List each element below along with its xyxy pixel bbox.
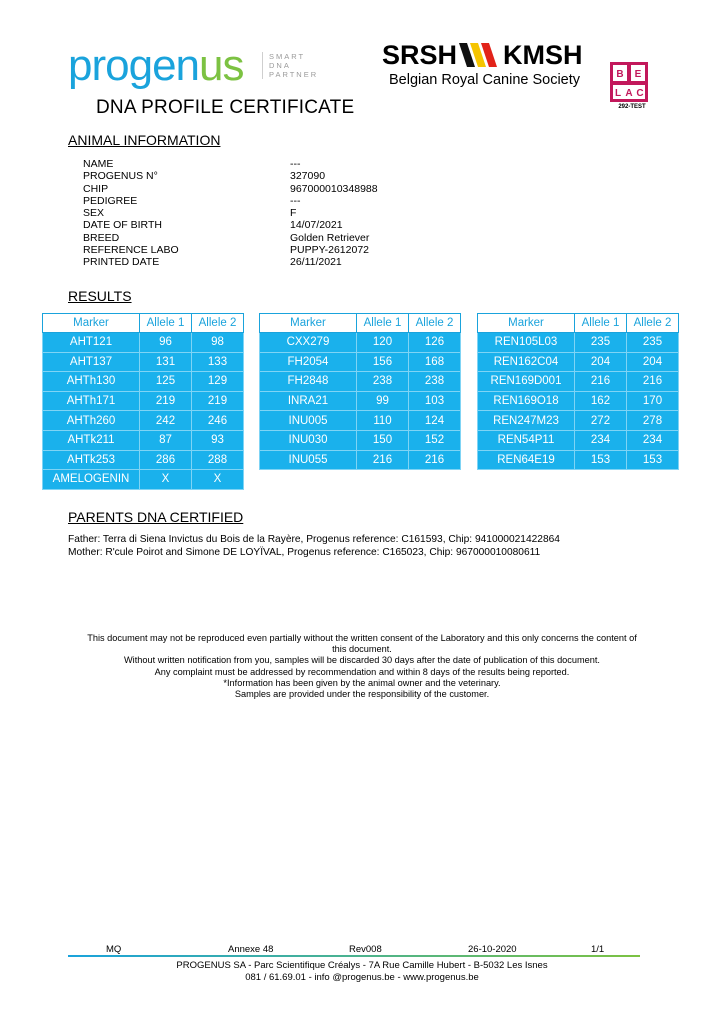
results-table-2 <box>259 313 461 470</box>
allele-2-cell: 219 <box>192 391 244 411</box>
tagline-line: PARTNER <box>269 70 319 79</box>
info-label: CHIP <box>83 182 109 195</box>
allele-2-cell: 170 <box>627 391 679 411</box>
srsh-kmsh-logo <box>382 40 583 74</box>
allele-1-cell: 162 <box>575 391 627 411</box>
marker-cell: REN169D001 <box>478 372 575 392</box>
animal-info-heading: ANIMAL INFORMATION <box>68 132 221 148</box>
allele-2-cell: 153 <box>627 450 679 470</box>
table-row <box>260 352 461 372</box>
progenus-logo <box>68 41 244 90</box>
info-label: PROGENUS N° <box>83 170 158 183</box>
marker-cell: INU005 <box>260 411 357 431</box>
info-label: REFERENCE LABO <box>83 244 179 257</box>
footer-divider <box>68 955 640 957</box>
table-row <box>43 333 244 353</box>
marker-cell: AHT137 <box>43 352 140 372</box>
belac-letter: C <box>636 88 644 99</box>
marker-cell: AHTh260 <box>43 411 140 431</box>
marker-cell: INRA21 <box>260 391 357 411</box>
footer-revision: Rev008 <box>349 944 382 955</box>
society-name: Belgian Royal Canine Society <box>389 72 581 88</box>
table-row <box>43 450 244 470</box>
info-label: BREED <box>83 231 120 244</box>
info-value: PUPPY-2612072 <box>290 244 370 257</box>
column-header: Allele 2 <box>409 314 461 333</box>
allele-2-cell: X <box>192 470 244 490</box>
allele-1-cell: X <box>140 470 192 490</box>
results-table-3 <box>477 313 679 470</box>
logo-tagline <box>262 52 329 79</box>
allele-1-cell: 238 <box>357 372 409 392</box>
marker-cell: AHTh171 <box>43 391 140 411</box>
footer-address: PROGENUS SA - Parc Scientifique Créalys - 7A Rue Camille Hubert - B-5032 Les Isnes <box>176 960 548 971</box>
notice-line: *Information has been given by the animal owner and the veterinary. <box>223 677 501 688</box>
column-header: Marker <box>478 314 575 333</box>
allele-2-cell: 126 <box>409 333 461 353</box>
marker-cell: FH2054 <box>260 352 357 372</box>
info-value: --- <box>290 194 301 207</box>
page-title: DNA PROFILE CERTIFICATE <box>96 97 355 118</box>
allele-2-cell: 288 <box>192 450 244 470</box>
allele-1-cell: 242 <box>140 411 192 431</box>
belgian-flag-stripes-icon <box>459 43 501 74</box>
allele-2-cell: 238 <box>409 372 461 392</box>
marker-cell: CXX279 <box>260 333 357 353</box>
marker-cell: REN247M23 <box>478 411 575 431</box>
table-row <box>260 391 461 411</box>
footer-contact: 081 / 61.69.01 - info @progenus.be - www.progenus.be <box>245 972 479 983</box>
notice-line: this document. <box>332 644 392 655</box>
info-value: 26/11/2021 <box>290 256 342 269</box>
tagline-line: DNA <box>269 61 291 70</box>
allele-1-cell: 150 <box>357 430 409 450</box>
notice-line: Any complaint must be addressed by recommendation and within 8 days of the results being reported. <box>154 666 570 677</box>
allele-1-cell: 219 <box>140 391 192 411</box>
allele-2-cell: 129 <box>192 372 244 392</box>
notice-line: This document may not be reproduced even partially without the written consent of the Laboratory and this only concerns the content of <box>87 633 637 643</box>
column-header: Allele 2 <box>627 314 679 333</box>
allele-2-cell: 246 <box>192 411 244 431</box>
allele-1-cell: 234 <box>575 430 627 450</box>
allele-2-cell: 234 <box>627 430 679 450</box>
logo-text-blue: progen <box>68 41 200 90</box>
column-header: Allele 1 <box>575 314 627 333</box>
table-row <box>478 333 679 353</box>
allele-1-cell: 131 <box>140 352 192 372</box>
allele-1-cell: 87 <box>140 430 192 450</box>
table-row <box>260 372 461 392</box>
column-header: Allele 1 <box>357 314 409 333</box>
info-value: F <box>290 207 297 220</box>
logo-text-green: us <box>199 41 244 90</box>
table-row <box>478 391 679 411</box>
marker-cell: INU030 <box>260 430 357 450</box>
allele-1-cell: 272 <box>575 411 627 431</box>
marker-cell: REN162C04 <box>478 352 575 372</box>
marker-cell: REN64E19 <box>478 450 575 470</box>
marker-cell: FH2848 <box>260 372 357 392</box>
table-row <box>260 430 461 450</box>
belac-test-number: 292-TEST <box>618 104 646 110</box>
marker-cell: REN105L03 <box>478 333 575 353</box>
allele-2-cell: 168 <box>409 352 461 372</box>
allele-2-cell: 278 <box>627 411 679 431</box>
allele-2-cell: 124 <box>409 411 461 431</box>
results-table-1 <box>42 313 244 490</box>
srsh-text: SRSH <box>382 40 458 70</box>
marker-cell: REN169O18 <box>478 391 575 411</box>
allele-2-cell: 235 <box>627 333 679 353</box>
info-label: PRINTED DATE <box>83 256 160 269</box>
parents-list <box>68 534 560 559</box>
table-row <box>478 430 679 450</box>
column-header: Marker <box>43 314 140 333</box>
parents-heading: PARENTS DNA CERTIFIED <box>68 509 244 525</box>
tagline-line: SMART <box>269 52 306 61</box>
belac-letter: E <box>634 69 642 80</box>
allele-1-cell: 96 <box>140 333 192 353</box>
allele-2-cell: 216 <box>409 450 461 470</box>
marker-cell: AHTh130 <box>43 372 140 392</box>
column-header: Marker <box>260 314 357 333</box>
info-value: Golden Retriever <box>290 231 370 244</box>
table-row <box>43 411 244 431</box>
marker-cell: AMELOGENIN <box>43 470 140 490</box>
footer-page-number: 1/1 <box>591 944 605 955</box>
allele-1-cell: 110 <box>357 411 409 431</box>
belac-letter: B <box>616 69 624 80</box>
allele-1-cell: 153 <box>575 450 627 470</box>
marker-cell: AHTk211 <box>43 430 140 450</box>
belac-logo-icon <box>610 62 648 102</box>
allele-2-cell: 93 <box>192 430 244 450</box>
info-label: DATE OF BIRTH <box>83 219 162 232</box>
allele-2-cell: 103 <box>409 391 461 411</box>
allele-1-cell: 286 <box>140 450 192 470</box>
info-value: 967000010348988 <box>290 182 378 195</box>
table-row <box>478 450 679 470</box>
kmsh-text: KMSH <box>503 40 583 70</box>
footer-annex: Annexe 48 <box>228 944 274 955</box>
belac-letter: A <box>625 88 633 99</box>
allele-2-cell: 152 <box>409 430 461 450</box>
allele-1-cell: 216 <box>357 450 409 470</box>
table-row <box>260 411 461 431</box>
allele-2-cell: 98 <box>192 333 244 353</box>
table-row <box>478 352 679 372</box>
marker-cell: AHT121 <box>43 333 140 353</box>
father-line: Father: Terra di Siena Invictus du Bois de la Rayère, Progenus reference: C161593, Chip: 941000021422864 <box>68 534 560 545</box>
info-value: 14/07/2021 <box>290 219 343 232</box>
table-row <box>43 372 244 392</box>
notice-line: Samples are provided under the responsibility of the customer. <box>234 689 490 700</box>
mother-line: Mother: R'cule Poirot and Simone DE LOYÏVAL, Progenus reference: C165023, Chip: 967000010080611 <box>68 546 541 558</box>
info-label: NAME <box>83 158 114 170</box>
marker-cell: INU055 <box>260 450 357 470</box>
allele-1-cell: 204 <box>575 352 627 372</box>
info-label: SEX <box>83 207 105 220</box>
info-value: 327090 <box>290 170 326 183</box>
allele-1-cell: 99 <box>357 391 409 411</box>
legal-notice <box>60 633 664 700</box>
allele-1-cell: 120 <box>357 333 409 353</box>
table-row <box>43 430 244 450</box>
allele-1-cell: 216 <box>575 372 627 392</box>
table-row <box>478 411 679 431</box>
table-row <box>43 470 244 490</box>
info-label: PEDIGREE <box>83 194 138 207</box>
marker-cell: REN54P11 <box>478 430 575 450</box>
marker-cell: AHTk253 <box>43 450 140 470</box>
allele-2-cell: 204 <box>627 352 679 372</box>
allele-1-cell: 125 <box>140 372 192 392</box>
allele-2-cell: 216 <box>627 372 679 392</box>
notice-line: Without written notification from you, samples will be discarded 30 days after the date of publication of this document. <box>124 655 600 666</box>
column-header: Allele 2 <box>192 314 244 333</box>
allele-2-cell: 133 <box>192 352 244 372</box>
footer-initials: MQ <box>106 944 122 955</box>
allele-1-cell: 156 <box>357 352 409 372</box>
table-row <box>43 391 244 411</box>
belac-letter: L <box>614 88 622 99</box>
results-heading: RESULTS <box>68 288 132 304</box>
allele-1-cell: 235 <box>575 333 627 353</box>
info-value: --- <box>290 158 301 170</box>
footer-date: 26-10-2020 <box>468 944 517 955</box>
table-row <box>43 352 244 372</box>
table-row <box>260 450 461 470</box>
table-row <box>478 372 679 392</box>
table-row <box>260 333 461 353</box>
column-header: Allele 1 <box>140 314 192 333</box>
